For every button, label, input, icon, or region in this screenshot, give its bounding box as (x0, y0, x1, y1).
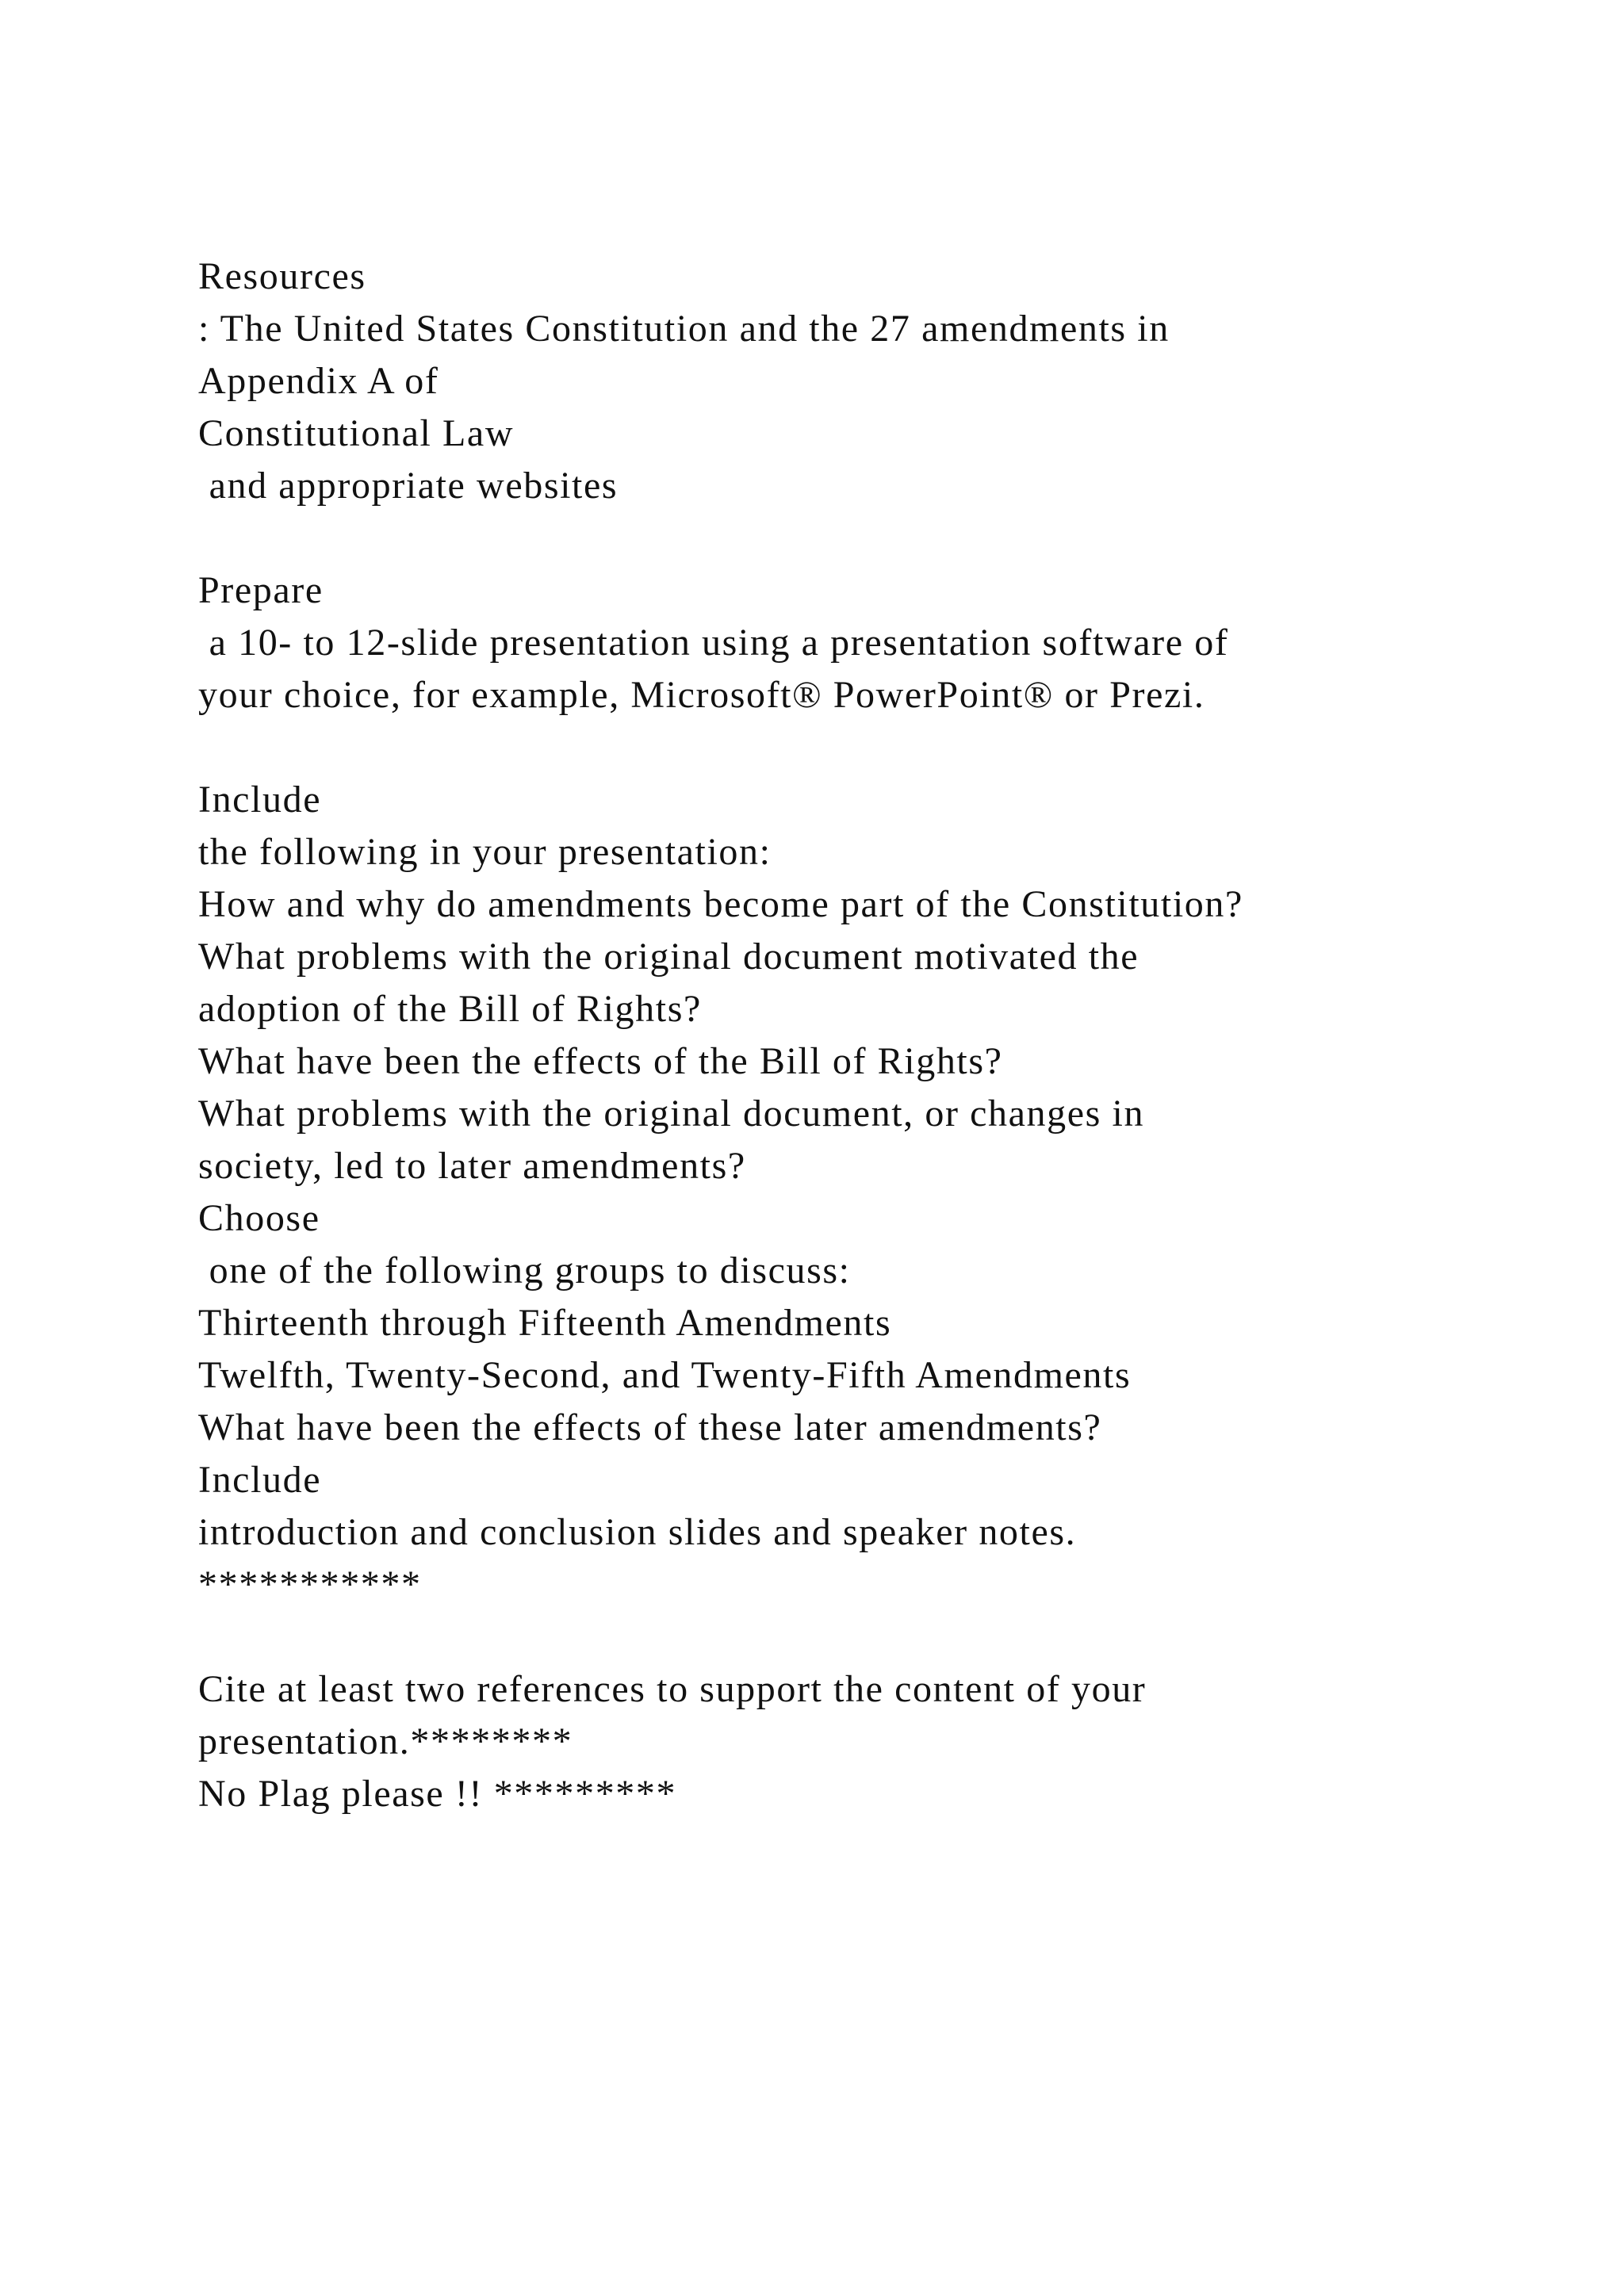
resources-text-line: : The United States Constitution and the 27 amendments in (198, 308, 1170, 350)
amendment-group-line: Thirteenth through Fifteenth Amendments (198, 1302, 892, 1344)
choose-text-line: one of the following groups to discuss: (198, 1249, 851, 1292)
include-heading: Include (198, 1459, 322, 1501)
include-heading: Include (198, 779, 322, 821)
question-line: What have been the effects of these later amendments? (198, 1406, 1102, 1448)
amendment-group-line: Twelfth, Twenty-Second, and Twenty-Fifth Amendments (198, 1354, 1132, 1396)
citation-text-line: Cite at least two references to support the content of your (198, 1668, 1147, 1710)
question-line: How and why do amendments become part of the Constitution? (198, 883, 1243, 925)
resources-text-line: and appropriate websites (198, 465, 619, 507)
question-line: What have been the effects of the Bill of Rights? (198, 1040, 1003, 1082)
blank-line (198, 721, 1546, 774)
blank-line (198, 1611, 1546, 1663)
question-line: adoption of the Bill of Rights? (198, 988, 702, 1030)
question-line: What problems with the original document, or changes in (198, 1093, 1145, 1135)
question-line: society, led to later amendments? (198, 1145, 746, 1187)
citation-text-line: presentation.******** (198, 1720, 573, 1762)
resources-text-line: Constitutional Law (198, 412, 515, 454)
resources-text-line: Appendix A of (198, 360, 439, 402)
question-line: What problems with the original document motivated the (198, 936, 1139, 978)
prepare-text-line: a 10- to 12-slide presentation using a presentation software of (198, 622, 1229, 664)
prepare-heading: Prepare (198, 569, 324, 611)
note-text-line: No Plag please !! ********* (198, 1773, 677, 1815)
resources-heading: Resources (198, 255, 366, 297)
asterisk-divider: *********** (198, 1563, 422, 1605)
include-text-line: the following in your presentation: (198, 831, 772, 873)
blank-line (198, 512, 1546, 564)
choose-heading: Choose (198, 1197, 320, 1239)
include-text-line: introduction and conclusion slides and speaker notes. (198, 1511, 1077, 1553)
document-body (198, 251, 1546, 1820)
prepare-text-line: your choice, for example, Microsoft® PowerPoint® or Prezi. (198, 674, 1205, 716)
